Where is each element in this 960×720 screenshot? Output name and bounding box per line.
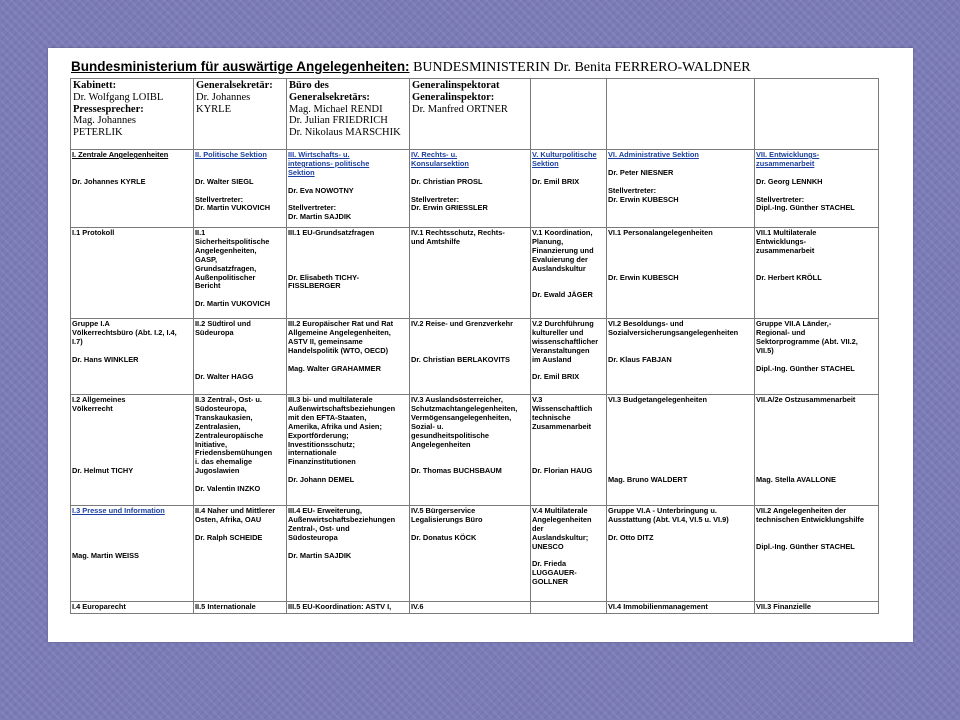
dept-cell [410, 228, 531, 319]
cabinet-head: Dr. Wolfgang LOIBL [73, 91, 164, 103]
dept-title: Finanzierung und [532, 245, 594, 255]
department-row-5 [71, 602, 879, 614]
dept-title: VII.3 Finanzielle [756, 602, 812, 611]
section-4-title[interactable]: Konsularsektion [411, 158, 469, 168]
dept-title: IV.1 Rechtsschutz, Rechts- [411, 228, 505, 237]
dept-head: Dr. Martin VUKOVICH [195, 299, 271, 309]
dept-title: Gruppe I.A [72, 319, 110, 328]
leadership-row [71, 79, 879, 150]
dept-head: Dr. Thomas BUCHSBAUM [411, 466, 502, 476]
dept-cell [71, 395, 194, 506]
dept-title: technischen Entwicklungshilfe [756, 514, 865, 524]
dept-title: Außenwirtschaftsbeziehungen [288, 514, 396, 524]
dept-title: Veranstaltungen [532, 345, 590, 355]
dept-title: Sozialversicherungsangelegenheiten [608, 327, 739, 337]
dept-title: wissenschaftlicher [532, 336, 599, 346]
dept-title: Investitionsschutz; [288, 439, 355, 449]
dept-title: Entwicklungs- [756, 236, 807, 246]
department-row-4 [71, 506, 879, 602]
dept-title: ASTV II, gemeinsame [288, 336, 363, 346]
dept-title: Südosteuropa [288, 532, 338, 542]
dept-title: kultureller und [532, 327, 584, 337]
dept-title: I.4 Europarecht [72, 602, 126, 611]
dept-title: und Amtshilfe [411, 236, 460, 246]
dept-title: i. das ehemalige [195, 457, 253, 467]
dept-head: Dr. Ralph SCHEIDE [195, 532, 263, 542]
dept-title: Allgemeine Angelegenheiten, [288, 327, 391, 337]
office-label-1: Büro des [289, 80, 329, 91]
dept-title: II.2 Südtirol und [195, 319, 251, 328]
dept-cell [287, 602, 410, 614]
dept-cell [71, 506, 194, 602]
dept-title: II.1 [195, 228, 206, 237]
dept-title: VII.5) [756, 345, 774, 355]
section-7-cell [755, 150, 879, 228]
section-2-deputy: Dr. Martin VUKOVICH [195, 203, 271, 213]
dept-title: Jugoslawien [195, 466, 240, 476]
dept-head: Dr. Elisabeth TICHY- [288, 272, 360, 282]
dept-title: IV.2 Reise- und Grenzverkehr [411, 319, 514, 328]
section-3-cell [287, 150, 410, 228]
dept-head: FISSLBERGER [288, 281, 341, 291]
cabinet-cell [71, 79, 194, 150]
dept-cell [194, 228, 287, 319]
dept-title: VII.1 Multilaterale [756, 228, 817, 237]
dept-head: Dr. Emil BRIX [532, 372, 580, 382]
press-label: Pressesprecher: [73, 103, 144, 115]
dept-head: Dr. Hans WINKLER [72, 354, 139, 364]
dept-title: IV.3 Auslandsösterreicher, [411, 395, 503, 404]
dept-head: Dr. Helmut TICHY [72, 466, 134, 476]
department-row-1 [71, 228, 879, 319]
dept-title: V.1 Koordination, [532, 228, 593, 237]
dept-cell [755, 228, 879, 319]
dept-title: Gruppe VI.A - Unterbringung u. [608, 506, 717, 515]
dept-cell [287, 319, 410, 395]
dept-title: II.4 Naher und Mittlerer [195, 506, 276, 515]
dept-title: Initiative, [195, 439, 228, 449]
dept-title: Außenwirtschaftsbeziehungen [288, 403, 396, 413]
dept-head: Dr. Walter HAGG [195, 372, 254, 382]
dept-head: Dr. Christian BERLAKOVITS [411, 354, 510, 364]
deputy-label: Stellvertreter: [411, 194, 460, 204]
section-5-title[interactable]: V. Kulturpolitische [532, 150, 597, 159]
dept-cell [755, 602, 879, 614]
deputy-label: Stellvertreter: [756, 194, 805, 204]
dept-title: Schutzmachtangelegenheiten, [411, 403, 518, 413]
section-2-head: Dr. Walter SIEGL [195, 176, 254, 186]
dept-title: Evaluierung der [532, 254, 588, 264]
inspectorate-cell [410, 79, 531, 150]
dept-cell [755, 395, 879, 506]
dept-title: Auslandskultur; [532, 532, 589, 542]
dept-title: Grundsatzfragen, [195, 263, 257, 273]
dept-title: im Ausland [532, 354, 572, 364]
section-4-title[interactable]: IV. Rechts- u. [411, 150, 458, 159]
slide [48, 48, 913, 642]
dept-title: Gruppe VII.A Länder,- [756, 319, 832, 328]
section-3-title[interactable]: III. Wirtschafts- u. [288, 150, 350, 159]
dept-head: GOLLNER [532, 577, 569, 587]
dept-title: III.3 bi- und multilaterale [288, 395, 373, 404]
dept-title: Auslandskultur [532, 263, 586, 273]
section-4-head: Dr. Christian PROSL [411, 176, 483, 186]
empty-cell [755, 79, 879, 150]
secretary-general-name-1: Dr. Johannes [196, 91, 251, 103]
dept-title: Ausstattung (Abt. VI.4, VI.5 u. VI.9) [608, 514, 729, 524]
section-4-cell [410, 150, 531, 228]
dept-title: Sektorprogramme (Abt. VII.2, [756, 336, 858, 346]
dept-head: Dr. Herbert KRÖLL [756, 272, 822, 282]
dept-title: III.1 EU-Grundsatzfragen [288, 228, 375, 237]
dept-cell [607, 602, 755, 614]
section-2-cell [194, 150, 287, 228]
dept-head: Dr. Valentin INZKO [195, 484, 261, 494]
dept-title: VII.A/2e Ostzusammenarbeit [756, 395, 856, 404]
dept-title: Zusammenarbeit [532, 421, 592, 431]
secretary-general-label: Generalsekretär: [196, 80, 273, 91]
office-member: Dr. Julian FRIEDRICH [289, 115, 388, 127]
dept-title: Angelegenheiten [411, 439, 471, 449]
section-7-deputy: Dipl.-Ing. Günther STACHEL [756, 203, 855, 213]
dept-title: Transkaukasien, [195, 412, 253, 422]
dept-cell [194, 395, 287, 506]
dept-head: LUGGAUER- [532, 568, 577, 578]
section-5-title[interactable]: Sektion [532, 158, 559, 168]
dept-title: Friedensbemühungen [195, 448, 273, 458]
dept-title: Amerika, Afrika und Asien; [288, 421, 382, 431]
section-5-head: Dr. Emil BRIX [532, 176, 580, 186]
minister-name: BUNDESMINISTERIN Dr. Benita FERRERO-WALDNER [409, 60, 751, 75]
dept-title: Finanzinstitutionen [288, 457, 356, 467]
dept-title: Regional- und [756, 327, 806, 337]
dept-title: II.5 Internationale [195, 602, 256, 611]
dept-head: Dr. Martin SAJDIK [288, 550, 352, 560]
dept-title: UNESCO [532, 541, 564, 551]
sections-row [71, 150, 879, 228]
dept-title: Südeuropa [195, 327, 234, 337]
section-7-title[interactable]: VII. Entwicklungs- [756, 150, 820, 159]
dept-title: Südosteuropa, [195, 403, 247, 413]
section-2-title[interactable]: II. Politische Sektion [195, 150, 267, 159]
dept-title: III.2 Europäischer Rat und Rat [288, 319, 394, 328]
office-label-2: Generalsekretärs: [289, 91, 370, 103]
dept-head: Mag. Stella AVALLONE [756, 475, 836, 485]
dept-cell [71, 319, 194, 395]
dept-cell [607, 506, 755, 602]
dept-cell [531, 602, 607, 614]
dept-title: VI.4 Immobilienmanagement [608, 602, 708, 611]
dept-head: Mag. Bruno WALDERT [608, 475, 688, 485]
dept-title: III.5 EU-Koordination: ASTV I, [288, 602, 392, 611]
cabinet-label: Kabinett: [73, 80, 117, 91]
section-6-title[interactable]: VI. Administrative Sektion [608, 150, 699, 159]
section-3-title[interactable]: integrations- politische [288, 158, 370, 168]
dept-cell [531, 395, 607, 506]
dept-title: IV.6 [411, 602, 424, 611]
section-3-title[interactable]: Sektion [288, 167, 315, 177]
dept-title: Zentral-, Ost- und [288, 523, 350, 533]
dept-title: I.7) [72, 336, 83, 346]
section-1-title: I. Zentrale Angelegenheiten [72, 150, 169, 159]
office-member: Mag. Michael RENDI [289, 103, 383, 115]
dept-head: Dr. Donatus KÖCK [411, 532, 477, 542]
section-6-head: Dr. Peter NIESNER [608, 167, 674, 177]
dept-title: technische [532, 412, 571, 422]
dept-cell [607, 319, 755, 395]
org-chart-table [70, 78, 879, 614]
empty-cell [607, 79, 755, 150]
dept-title: Angelegenheiten, [195, 245, 257, 255]
dept-title: VI.1 Personalangelegenheiten [608, 228, 713, 237]
dept-title: I.2 Allgemeines [72, 395, 126, 404]
dept-cell [410, 506, 531, 602]
secretary-general-cell [194, 79, 287, 150]
dept-cell [194, 319, 287, 395]
dept-head: Dr. Erwin KUBESCH [608, 272, 679, 282]
dept-title: der [532, 523, 544, 533]
dept-title: Völkerrecht [72, 403, 113, 413]
dept-title: V.2 Durchführung [532, 319, 594, 328]
office-member: Dr. Nikolaus MARSCHIK [289, 127, 401, 139]
press-information-link[interactable]: I.3 Presse und Information [72, 506, 165, 515]
dept-title: Sicherheitspolitische [195, 236, 270, 246]
dept-cell [410, 602, 531, 614]
dept-cell [531, 506, 607, 602]
inspector-label: Generalinspektor: [412, 91, 495, 103]
dept-head: Dipl.-Ing. Günther STACHEL [756, 363, 855, 373]
inspector-name: Dr. Manfred ORTNER [412, 103, 508, 115]
press-name-2: PETERLIK [73, 127, 123, 139]
dept-head: Mag. Walter GRAHAMMER [288, 363, 381, 373]
dept-title: VI.2 Besoldungs- und [608, 319, 684, 328]
dept-title: Planung, [532, 236, 564, 246]
press-name-1: Mag. Johannes [73, 115, 136, 127]
dept-head: Mag. Martin WEISS [72, 550, 139, 560]
dept-title: VII.2 Angelegenheiten der [756, 506, 847, 515]
section-4-deputy: Dr. Erwin GRIESSLER [411, 203, 488, 213]
inspectorate-label: Generalinspektorat [412, 80, 500, 91]
deputy-label: Stellvertreter: [608, 185, 657, 195]
department-row-2 [71, 319, 879, 395]
section-1-head: Dr. Johannes KYRLE [72, 176, 146, 186]
dept-cell [531, 319, 607, 395]
dept-head: Dr. Ewald JÄGER [532, 290, 593, 300]
document-heading [71, 59, 901, 76]
dept-title: Handelspolitik (WTO, OECD) [288, 345, 389, 355]
dept-title: III.4 EU- Erweiterung, [288, 506, 362, 515]
dept-title: Zentraleuropäische [195, 430, 264, 440]
dept-title: zusammenarbeit [756, 245, 815, 255]
dept-title: Wissenschaftlich [532, 403, 593, 413]
dept-title: mit den EFTA-Staaten, [288, 412, 367, 422]
section-6-cell [607, 150, 755, 228]
section-5-cell [531, 150, 607, 228]
empty-cell [531, 79, 607, 150]
dept-cell [287, 506, 410, 602]
dept-title: II.3 Zentral-, Ost- u. [195, 395, 262, 404]
dept-head: Dr. Klaus FABJAN [608, 354, 672, 364]
section-3-head: Dr. Eva NOWOTNY [288, 185, 354, 195]
dept-cell [410, 395, 531, 506]
dept-title: Außenpolitischer [195, 272, 256, 282]
dept-title: Zentralasien, [195, 421, 241, 431]
dept-cell [755, 506, 879, 602]
secretary-general-name-2: KYRLE [196, 103, 231, 115]
dept-title: Exportförderung; [288, 430, 349, 440]
dept-cell [287, 395, 410, 506]
dept-head: Dipl.-Ing. Günther STACHEL [756, 541, 855, 551]
section-6-deputy: Dr. Erwin KUBESCH [608, 194, 679, 204]
dept-head: Dr. Florian HAUG [532, 466, 593, 476]
dept-cell [194, 506, 287, 602]
dept-title: VI.3 Budgetangelegenheiten [608, 395, 707, 404]
dept-head: Dr. Johann DEMEL [288, 475, 355, 485]
deputy-label: Stellvertreter: [288, 203, 337, 213]
dept-title: Völkerrechtsbüro (Abt. I.2, I.4, [72, 327, 177, 337]
dept-title: V.3 [532, 395, 543, 404]
dept-cell [607, 395, 755, 506]
section-3-deputy: Dr. Martin SAJDIK [288, 212, 352, 222]
dept-cell [531, 228, 607, 319]
deputy-label: Stellvertreter: [195, 194, 244, 204]
dept-cell [71, 602, 194, 614]
section-7-head: Dr. Georg LENNKH [756, 176, 823, 186]
dept-cell [71, 228, 194, 319]
dept-cell [194, 602, 287, 614]
dept-title: Osten, Afrika, OAU [195, 514, 262, 524]
section-1-cell [71, 150, 194, 228]
dept-title: IV.5 Bürgerservice [411, 506, 476, 515]
dept-title: GASP, [195, 254, 218, 264]
dept-title: Bericht [195, 281, 221, 291]
dept-title: I.1 Protokoll [72, 228, 115, 237]
dept-head: Dr. Frieda [532, 559, 567, 569]
dept-cell [410, 319, 531, 395]
section-7-title[interactable]: zusammenarbeit [756, 158, 815, 168]
dept-cell [287, 228, 410, 319]
dept-title: gesundheitspolitische [411, 430, 490, 440]
department-row-3 [71, 395, 879, 506]
dept-cell [607, 228, 755, 319]
dept-title: V.4 Multilaterale [532, 506, 588, 515]
dept-title: Sozial- u. [411, 421, 444, 431]
dept-head: Dr. Otto DITZ [608, 532, 654, 542]
dept-title: Vermögensangelegenheiten, [411, 412, 512, 422]
office-secretary-general-cell [287, 79, 410, 150]
dept-cell [755, 319, 879, 395]
dept-title: internationale [288, 448, 337, 458]
dept-title: Angelegenheiten [532, 514, 592, 524]
ministry-title: Bundesministerium für auswärtige Angelegenheiten: [71, 59, 410, 74]
dept-title: Legalisierungs Büro [411, 514, 483, 524]
